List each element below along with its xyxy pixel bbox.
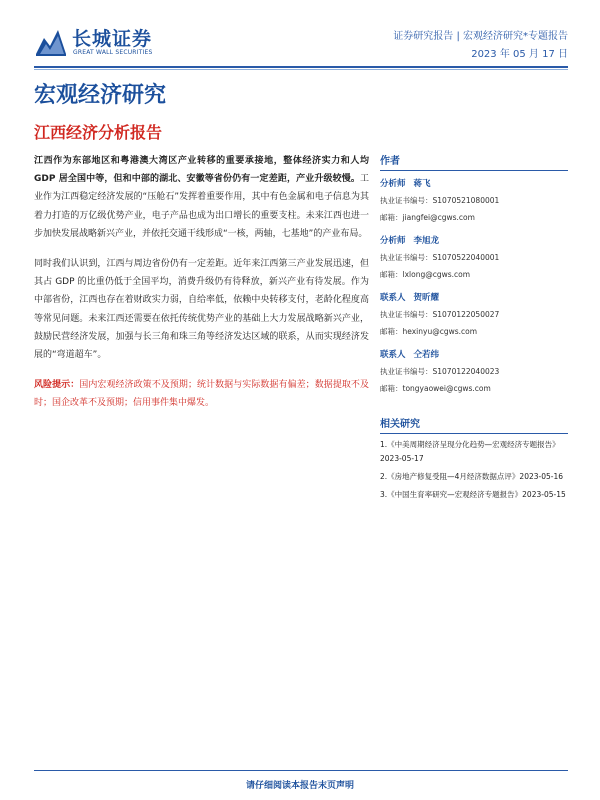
- analyst-email[interactable]: 邮箱：jiangfei@cgws.com: [380, 213, 475, 222]
- analyst-name: 李旭龙: [413, 236, 440, 246]
- analyst-role: 分析师: [380, 179, 406, 189]
- report-date: 2023 年 05 月 17 日: [471, 49, 568, 60]
- authors-heading: 作者: [380, 152, 568, 171]
- analyst-email[interactable]: 邮箱：hexinyu@cgws.com: [380, 327, 478, 336]
- logo-chinese-text: 长城证券: [72, 28, 153, 50]
- report-meta: [393, 28, 568, 64]
- header-divider: [34, 66, 568, 68]
- related-heading: 相关研究: [380, 415, 568, 434]
- summary-paragraph-2: 同时我们认识到，江西与周边省份仍有一定差距。近年来江西第三产业发展迅速，但其占 GDP 的比重仍低于全国平均，消费升级仍有待释放，新兴产业有待发展。作为中部省份，江西也存在着财政实力弱，自给率低，依赖中央转移支付，老龄化程度高等常见问题。未来江西还需要在依托传统优势产业的基础上大力发展战略新兴产业，鼓励民营经济发展，加强与长三角和珠三角等经济发达区域的联系，从而实现经济发展的“弯道超车”。: [34, 259, 369, 361]
- related-item[interactable]: 3.《中国生育率研究—宏观经济专题报告》2023-05-15: [380, 490, 566, 499]
- analyst-email[interactable]: 邮箱：lxlong@cgws.com: [380, 270, 471, 279]
- analyst-role: 联系人: [380, 350, 406, 360]
- summary-text: 工业作为江西稳定经济发展的“压舱石”发挥着重要作用，其中有色金属和电子信息为其着力打造的万亿级优势产业，电子产品也成为出口增长的重要支柱。未来江西也进一步加快发展战略新兴产业，并依托交通干线形成“一核，两轴，七基地”的产业布局。: [34, 174, 369, 239]
- analyst-role: 联系人: [380, 293, 406, 303]
- analyst-cert: 执业证书编号：S1070521080001: [380, 196, 500, 205]
- analyst-role: 分析师: [380, 236, 406, 246]
- risk-text: 国内宏观经济政策不及预期；统计数据与实际数据有偏差；数据提取不及时；国企改革不及预期；信用事件集中爆发。: [34, 380, 369, 409]
- analyst-card: [380, 289, 568, 340]
- footer-disclaimer: 请仔细阅读本报告末页声明: [245, 781, 354, 791]
- analyst-cert: 执业证书编号：S1070522040001: [380, 253, 500, 262]
- risk-label: 风险提示：: [34, 380, 80, 391]
- section-title: 宏观经济研究: [34, 82, 167, 108]
- analyst-name: 贺昕耀: [413, 293, 440, 303]
- header-divider-thin: [34, 69, 568, 70]
- related-item[interactable]: 1.《中美周期经济呈现分化趋势—宏观经济专题报告》2023-05-17: [380, 440, 560, 463]
- report-summary: [34, 152, 369, 425]
- summary-highlight: 江西作为东部地区和粤港澳大湾区产业转移的重要承接地，整体经济实力和人均 GDP 居全国中等，但和中部的湖北、安徽等省份仍有一定差距，产业升级较慢。: [34, 156, 369, 185]
- analyst-name: 蒋飞: [413, 179, 431, 189]
- sidebar: [380, 152, 568, 506]
- analyst-cert: 执业证书编号：S1070122040023: [380, 367, 500, 376]
- great-wall-logo-icon: [34, 24, 68, 58]
- brand-logo: [34, 22, 164, 64]
- report-type: 证券研究报告 | 宏观经济研究*专题报告: [393, 31, 568, 42]
- analyst-name: 仝若纬: [413, 350, 440, 360]
- analyst-email[interactable]: 邮箱：tongyaowei@cgws.com: [380, 384, 491, 393]
- risk-warning: [34, 376, 369, 412]
- related-research: [380, 415, 568, 502]
- report-title: 江西经济分析报告: [34, 123, 163, 142]
- analyst-card: [380, 175, 568, 226]
- summary-paragraph-1: [34, 152, 369, 243]
- footer-divider: [34, 770, 568, 771]
- related-item[interactable]: 2.《房地产修复受阻—4月经济数据点评》2023-05-16: [380, 472, 564, 481]
- analyst-card: [380, 232, 568, 283]
- logo-english-text: GREAT WALL SECURITIES: [73, 49, 153, 56]
- analyst-card: [380, 346, 568, 397]
- analyst-cert: 执业证书编号：S1070122050027: [380, 310, 500, 319]
